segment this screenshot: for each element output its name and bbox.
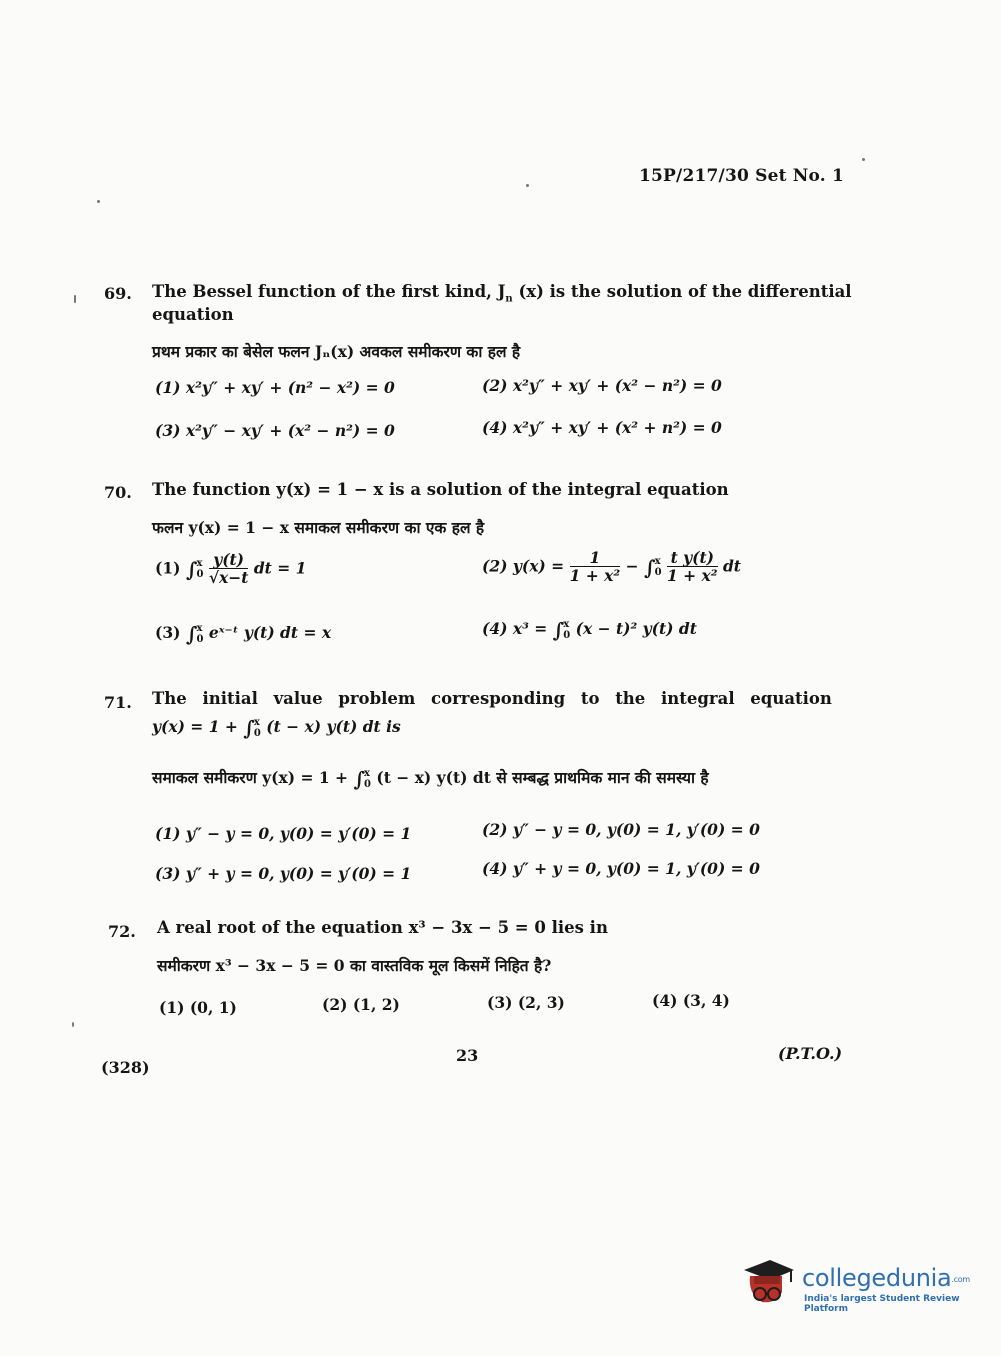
option-body: eˣ⁻ᵗ y(t) dt = x — [208, 623, 332, 642]
option-2[interactable] — [482, 550, 741, 585]
option-1[interactable]: (1) x²y″ + xy′ + (n² − x²) = 0 — [155, 378, 395, 397]
question-equation — [152, 716, 401, 740]
integral-limits — [254, 717, 261, 740]
integral-sign: ∫ — [185, 557, 198, 582]
option-3[interactable]: (3) x²y″ − xy′ + (x² − n²) = 0 — [155, 421, 395, 440]
scan-speck — [74, 295, 76, 303]
option-1[interactable]: (1) y″ − y = 0, y(0) = y′(0) = 1 — [155, 824, 412, 843]
option-2[interactable]: (2) y″ − y = 0, y(0) = 1, y′(0) = 0 — [482, 820, 760, 839]
option-4[interactable]: (4) x²y″ + xy′ + (x² + n²) = 0 — [482, 418, 722, 437]
integral-sign: ∫ — [243, 716, 255, 740]
lower-limit: 0 — [563, 630, 571, 641]
option-4[interactable]: (4) (3, 4) — [652, 991, 730, 1010]
fraction — [209, 552, 249, 587]
question-text-part: (x) is the solution of the differential — [518, 282, 852, 301]
scan-speck — [72, 1022, 74, 1027]
question-text-hindi: प्रथम प्रकार का बेसेल फलन Jₙ(x) अवकल समीकरण का हल है — [152, 342, 521, 361]
brand-tld: .com — [951, 1275, 970, 1284]
question-number: 72. — [108, 922, 136, 941]
graduate-mascot-icon — [740, 1254, 796, 1310]
question-text: The function y(x) = 1 − x is a solution of the integral equation — [152, 480, 729, 499]
question-word: to — [580, 689, 600, 708]
option-2[interactable]: (2) x²y″ + xy′ + (x² − n²) = 0 — [482, 376, 722, 395]
option-3[interactable]: (3) y″ + y = 0, y(0) = y′(0) = 1 — [155, 864, 412, 883]
upper-limit: x — [364, 767, 371, 779]
numerator: t y(t) — [670, 548, 714, 567]
question-text — [152, 282, 852, 304]
integral-sign: ∫ — [643, 555, 656, 580]
scan-speck — [526, 184, 529, 187]
question-text-hindi: फलन y(x) = 1 − x समाकल समीकरण का एक हल है — [152, 518, 485, 537]
question-word: problem — [338, 689, 416, 708]
question-word: integral — [661, 689, 735, 708]
minus-sign: − — [625, 556, 639, 576]
footer-code: (328) — [101, 1058, 150, 1077]
integral-limits — [364, 768, 371, 791]
integral-sign: ∫ — [552, 618, 565, 642]
integral-sign: ∫ — [185, 622, 198, 646]
option-body: (x − t)² y(t) dt — [575, 619, 697, 638]
denominator: 1 + x² — [666, 566, 718, 586]
question-word: value — [273, 689, 323, 708]
option-tail: dt = 1 — [253, 558, 307, 578]
lower-limit: 0 — [196, 569, 204, 581]
brand-name: collegedunia — [802, 1264, 952, 1292]
numerator: y(t) — [213, 550, 245, 569]
scan-speck — [97, 200, 100, 203]
question-text-hindi — [152, 766, 709, 791]
question-number: 70. — [104, 483, 132, 502]
page-number: 23 — [456, 1046, 479, 1065]
watermark-tagline: India's largest Student Review Platform — [804, 1294, 960, 1314]
question-text-hindi: समीकरण x³ − 3x − 5 = 0 का वास्तविक मूल किसमें निहित है? — [157, 956, 552, 975]
upper-limit: x — [563, 618, 570, 630]
option-4[interactable]: (4) y″ + y = 0, y(0) = 1, y′(0) = 0 — [482, 859, 760, 878]
question-number: 69. — [104, 284, 132, 303]
numerator: 1 — [589, 548, 601, 567]
scan-speck — [862, 158, 865, 161]
watermark-name — [802, 1264, 970, 1292]
option-3[interactable]: (3) (2, 3) — [487, 993, 565, 1012]
question-text-line2: equation — [152, 305, 234, 324]
hindi-left: समाकल समीकरण y(x) = 1 + — [152, 768, 349, 787]
integral-limits — [196, 558, 203, 581]
question-word: The — [152, 689, 187, 708]
question-word: equation — [750, 689, 832, 708]
question-word: corresponding — [431, 689, 566, 708]
question-text — [152, 689, 832, 708]
upper-limit: x — [196, 622, 203, 634]
question-number: 71. — [104, 693, 132, 712]
pto-label: (P.T.O.) — [778, 1044, 843, 1063]
integral-limits — [196, 623, 203, 646]
option-1[interactable] — [155, 552, 306, 587]
upper-limit: x — [196, 557, 203, 569]
option-3[interactable] — [155, 622, 331, 646]
denominator: 1 + x² — [569, 566, 621, 586]
equation-right: (t − x) y(t) dt is — [266, 717, 401, 736]
question-word: the — [615, 689, 646, 708]
equation-left: y(x) = 1 + — [152, 717, 238, 736]
upper-limit: x — [654, 555, 661, 567]
denominator: √x−t — [208, 568, 249, 588]
lower-limit: 0 — [654, 567, 662, 579]
watermark-logo — [740, 1254, 970, 1314]
question-text: A real root of the equation x³ − 3x − 5 = 0 lies in — [157, 918, 608, 937]
option-label: (3) — [155, 623, 181, 642]
option-4[interactable] — [482, 618, 697, 642]
question-word: initial — [202, 689, 258, 708]
lower-limit: 0 — [253, 728, 261, 739]
option-2[interactable]: (2) (1, 2) — [322, 995, 400, 1014]
lower-limit: 0 — [364, 779, 372, 790]
option-label: (1) — [155, 558, 181, 578]
integral-sign: ∫ — [353, 767, 366, 791]
lower-limit: 0 — [196, 634, 204, 645]
option-label: (4) x³ = — [482, 619, 548, 638]
integral-limits — [655, 556, 662, 579]
integral-limits — [563, 619, 570, 642]
subscript: n — [505, 293, 513, 305]
upper-limit: x — [253, 716, 260, 728]
question-text-part: The Bessel function of the first kind, J — [152, 282, 506, 301]
fraction — [570, 550, 621, 585]
paper-code: 15P/217/30 Set No. 1 — [639, 166, 845, 186]
option-tail: dt — [722, 556, 741, 576]
option-label: (2) y(x) = — [482, 556, 565, 576]
option-1[interactable]: (1) (0, 1) — [159, 998, 237, 1017]
fraction — [667, 550, 718, 585]
hindi-right: (t − x) y(t) dt से सम्बद्ध प्राथमिक मान की समस्या है — [376, 768, 709, 787]
